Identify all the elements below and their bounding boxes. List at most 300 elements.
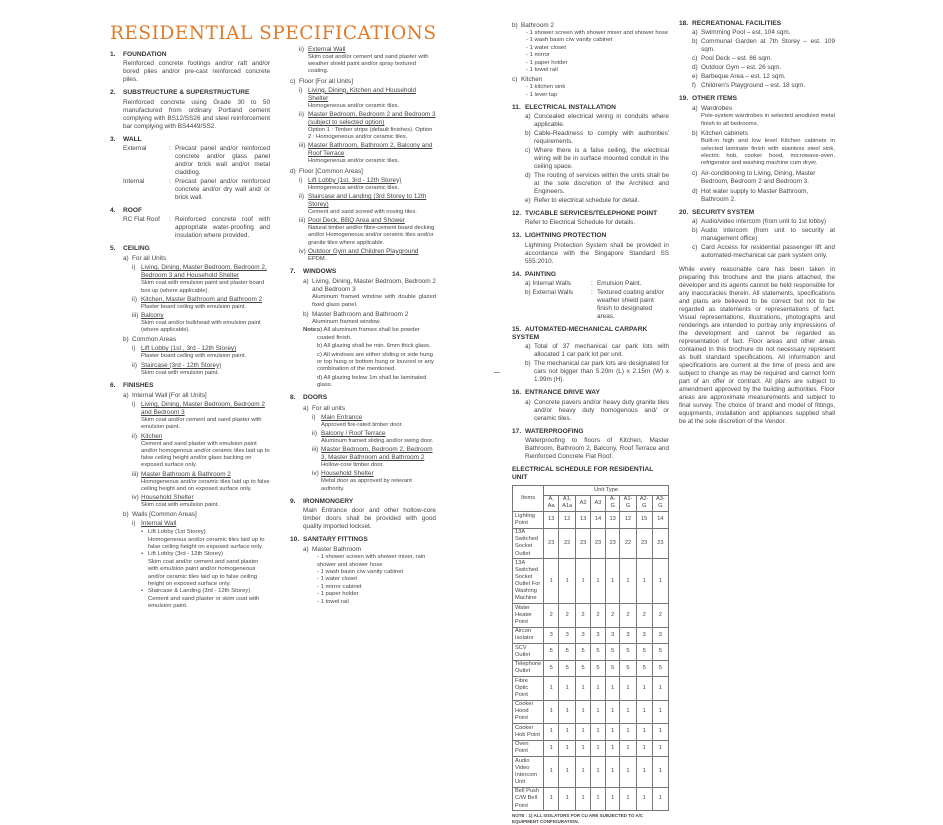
section-body xyxy=(290,405,436,493)
subsection-title: Bathroom 2 xyxy=(521,22,555,29)
item-title: Master Bathroom, Bathroom 2, Balcony and Roof Terrace xyxy=(308,142,433,158)
fitting-item: - 1 paper holder xyxy=(317,591,436,598)
spec-item xyxy=(290,177,436,192)
value-cell: 23 xyxy=(652,528,668,559)
section-heading xyxy=(110,382,270,390)
subsection-heading xyxy=(692,105,835,113)
disclaimer: While every reasonable care has been taken in preparing this brochure and the plans attached, the developer and its agents cannot be held responsible for any inaccuracies therein. All statements, specifications and plans are believed to be correct but not to be regarded as statements or representations of fact. Visual representations, illustrations, photographs and renderings are intended to portray only impressions of the development and cannot be regarded as representation of fact. Floor areas and other areas contained in this brochure do not necessary represent as built standard specifications. All information and specifications are current at the time of press and are subject to change as may be required and cannot form part of an offer or contract. All plans are subject to amendment approved by the building authorities. Floor areas are approximate measurements and subject to final survey. The choice of brand and model of fittings, equipments, installation and appliances supplied shall be at the sole discretion of the Vendor. xyxy=(679,265,835,425)
item-numeral: ii) xyxy=(299,110,304,118)
spec-label: b) External Walls xyxy=(525,288,574,296)
list-item xyxy=(525,130,669,146)
bullet-body xyxy=(148,551,270,588)
item-cell: 13A Switched Socket Outlet xyxy=(513,528,544,559)
item-title: Lift Lobby (1st, 3rd - 12th Storey) xyxy=(308,176,402,184)
section-title: SECURITY SYSTEM xyxy=(692,208,755,216)
value-cell: 23 xyxy=(544,528,559,559)
spec-section xyxy=(512,104,669,205)
spec-item xyxy=(290,46,436,76)
section-heading xyxy=(679,209,835,217)
item-numeral: i) xyxy=(132,345,136,353)
value-cell: 1 xyxy=(559,700,576,724)
item-title: Lift Lobby (1st , 3rd - 12th Storey) xyxy=(141,345,237,353)
spec-section xyxy=(290,536,436,606)
item-cell: Audio Video Intercom Unit xyxy=(513,757,544,788)
section-heading xyxy=(110,89,270,97)
spec-item xyxy=(123,471,270,493)
value-cell: 1 xyxy=(559,724,576,740)
list-text: Outdoor Gym – est. 26 sqm. xyxy=(701,64,782,72)
item-cell: Oven Point xyxy=(513,740,544,756)
value-cell: 1 xyxy=(620,677,636,701)
item-desc: Plaster board ceiling with emulsion paint. xyxy=(141,303,247,310)
subsection-letter: b) xyxy=(303,311,309,319)
subsection xyxy=(692,130,835,168)
section-number: 7. xyxy=(290,268,296,276)
section-body xyxy=(110,145,270,202)
value-cell: 2 xyxy=(605,604,619,628)
value-cell: 23 xyxy=(636,528,652,559)
value-cell: 1 xyxy=(576,787,591,811)
subsection xyxy=(512,22,669,74)
item-desc: Homogeneous and/or ceramic tiles. xyxy=(308,184,400,191)
fitting-item: - 1 towel rail xyxy=(317,599,436,606)
subsection xyxy=(512,76,669,99)
column-3 xyxy=(512,20,669,825)
section-body xyxy=(290,546,436,606)
subsection xyxy=(692,188,835,204)
fitting-item: - 1 wash basin c/w vanity cabinet xyxy=(317,569,436,576)
bullet-item xyxy=(141,529,270,551)
value-cell: 5 xyxy=(544,644,559,660)
value-cell: 22 xyxy=(559,528,576,559)
value-cell: 1 xyxy=(591,740,606,756)
section-title: LIGHTNING PROTECTION xyxy=(525,232,607,240)
item-title: Balcony / Roof Terrace xyxy=(321,429,386,437)
spec-item xyxy=(123,345,270,360)
item-numeral: iv) xyxy=(312,470,319,478)
list-text: Cable-Readiness to comply with authorities' requirements. xyxy=(534,130,669,146)
section-title: IRONMONGERY xyxy=(303,497,354,505)
subsection-heading xyxy=(290,78,436,86)
item-desc: Homogeneous and/or ceramic tiles. xyxy=(308,102,400,109)
value-cell: 1 xyxy=(636,724,652,740)
table-row xyxy=(513,677,669,701)
section-number: 8. xyxy=(290,394,296,402)
item-title: Balcony xyxy=(141,312,164,319)
subsection-heading xyxy=(692,130,835,138)
schedule-table xyxy=(512,485,669,811)
item-numeral: i) xyxy=(299,176,303,184)
note-text: a) All aluminum frames shall be powder coated finish. xyxy=(317,327,420,341)
item-title: Living, Dining, Master Bedroom, Bedroom 2, Bedroom 3 and Household Shelter xyxy=(141,264,267,280)
item-title: Internal Wall xyxy=(141,520,177,528)
subsection-heading xyxy=(123,255,270,263)
subsection-heading xyxy=(303,278,436,294)
subsection-heading xyxy=(303,405,436,413)
fittings-list xyxy=(512,30,669,74)
section-title: SANITARY FITTINGS xyxy=(303,536,368,544)
bullet-title: Staircase & Landing (3rd - 12th Storey) xyxy=(148,588,251,595)
value-cell: 1 xyxy=(620,787,636,811)
section-number: 2. xyxy=(110,89,116,97)
spec-section xyxy=(290,394,436,492)
item-desc: Skim coat and/or cement and sand plaster with emulsion paint. xyxy=(141,417,262,431)
item-heading xyxy=(132,471,270,479)
section-number: 10. xyxy=(290,536,300,544)
section-title: FINISHES xyxy=(123,381,154,389)
item-numeral: ii) xyxy=(299,46,304,53)
item-numeral: i) xyxy=(132,520,136,528)
unit-type: A3-G xyxy=(652,495,668,511)
section-body xyxy=(110,392,270,610)
value-cell: 1 xyxy=(605,724,619,740)
subsection xyxy=(290,168,436,263)
value-cell: 5 xyxy=(576,660,591,676)
spec-item xyxy=(290,193,436,216)
item-desc: Approved fire-rated timber door. xyxy=(321,421,403,428)
item-heading xyxy=(312,470,436,478)
section-body xyxy=(512,242,669,266)
bullet-body xyxy=(148,529,270,551)
note-label xyxy=(303,343,317,350)
list-letter: e) xyxy=(692,73,698,81)
spec-value: Precast panel and/or reinforced concrete and/or dry wall and/ or brick wall. xyxy=(175,177,270,201)
item-cell: Fibre Optic Point xyxy=(513,677,544,701)
bullet-title: Lift Lobby (1st Storey) xyxy=(148,529,206,536)
value-cell: 15 xyxy=(636,512,652,528)
section-title: WINDOWS xyxy=(303,268,337,276)
section-heading xyxy=(512,326,669,342)
section-text: Refer to Electrical Schedule for details. xyxy=(525,219,636,227)
value-cell: 1 xyxy=(620,559,636,604)
value-cell: 1 xyxy=(652,724,668,740)
item-numeral: iii) xyxy=(299,142,306,150)
value-cell: 3 xyxy=(652,627,668,643)
item-desc: Skim coat with emulsion paint and plaster board box up (where applicable). xyxy=(141,280,265,294)
spec-section xyxy=(512,389,669,422)
spec-item xyxy=(303,446,436,469)
value-cell: 5 xyxy=(636,660,652,676)
spec-item xyxy=(123,362,270,377)
value-cell: 1 xyxy=(576,677,591,701)
list-item xyxy=(692,73,835,81)
section-title: AUTOMATED-MECHANICAL CARPARK SYSTEM xyxy=(512,325,648,342)
spec-item xyxy=(123,520,270,610)
item-numeral: i) xyxy=(299,86,303,94)
list-letter: a) xyxy=(692,217,698,225)
page-divider-mark xyxy=(494,372,500,373)
subsection-title: For all Units xyxy=(132,255,167,263)
bullet-item xyxy=(141,551,270,588)
item-cell: Water Heater Point xyxy=(513,604,544,628)
item-title: Pool Deck, BBQ Area and Shower xyxy=(308,217,405,225)
fittings-list xyxy=(512,84,669,99)
value-cell: 5 xyxy=(576,644,591,660)
value-cell: 1 xyxy=(591,700,606,724)
subsection-title: Master Bathroom and Bathroom 2 xyxy=(312,311,409,319)
value-cell: 12 xyxy=(620,512,636,528)
spec-label: RC Flat Roof xyxy=(123,216,160,224)
item-heading xyxy=(132,401,270,417)
note-label xyxy=(303,375,317,390)
value-cell: 3 xyxy=(605,627,619,643)
subsection-letter: d) xyxy=(290,167,296,175)
subsection-letter: b) xyxy=(692,130,698,138)
column-4 xyxy=(679,20,835,426)
item-cell: Telephone Outlet xyxy=(513,660,544,676)
note-text: c) All windows are either sliding or side hung or top hung or bottom hung or louvred or any combination of the mentioned. xyxy=(317,351,434,373)
section-body xyxy=(679,105,835,203)
section-body xyxy=(290,278,436,389)
value-cell: 1 xyxy=(620,740,636,756)
subsection-title: Kitchen xyxy=(521,76,543,84)
fitting-item: - 1 mirror cabinet xyxy=(317,584,436,591)
subsection-letter: a) xyxy=(303,278,309,286)
spec-section xyxy=(512,22,669,99)
list-item xyxy=(692,227,835,243)
section-body xyxy=(110,216,270,240)
subsection xyxy=(303,546,436,606)
value-cell: 1 xyxy=(576,724,591,740)
subsection-title: Floor [For all Units] xyxy=(299,77,353,85)
value-cell: 1 xyxy=(652,559,668,604)
table-row xyxy=(513,512,669,528)
item-numeral: iii) xyxy=(132,470,139,478)
item-title: Living, Dining, Master Bedroom, Bedroom 2 and Bedroom 3 xyxy=(141,401,265,417)
bullet-desc: Cement and sand plaster or skim coat with emulsion paint. xyxy=(148,595,260,610)
section-title: ENTRANCE DRIVE WAY xyxy=(525,389,600,397)
note-label: Note: xyxy=(303,327,319,334)
fitting-item: - 1 lever tap xyxy=(526,92,669,99)
colon: : xyxy=(169,216,171,224)
item-title: Staircase and Landing (3rd Storey to 12th Storey) xyxy=(308,192,427,208)
list-item xyxy=(525,360,669,384)
value-cell: 1 xyxy=(636,787,652,811)
item-numeral: ii) xyxy=(312,429,317,437)
list-letter: c) xyxy=(692,55,698,63)
section-number: 12. xyxy=(512,210,522,218)
section-body xyxy=(679,29,835,90)
section-heading xyxy=(679,95,835,103)
bullet-body xyxy=(148,588,270,610)
note-text: d) All glazing below 1m shall be laminated glass. xyxy=(317,374,427,389)
value-cell: 3 xyxy=(544,627,559,643)
subsection xyxy=(123,392,270,509)
subsection-heading xyxy=(303,311,436,319)
fitting-item: - 1 shower screen with shower mixer, rain shower and shower hose xyxy=(317,554,436,569)
list-text: Audio/video intercom (from unit to 1st lobby) xyxy=(701,217,827,225)
section-number: 14. xyxy=(512,270,522,278)
list-letter: c) xyxy=(692,243,698,251)
spec-section xyxy=(512,326,669,384)
subsection-title: Hot water supply to Master Bathroom, Bathroom 2. xyxy=(701,187,809,203)
value-cell: 1 xyxy=(591,787,606,811)
section-number: 11. xyxy=(512,104,521,111)
value-cell: 1 xyxy=(636,740,652,756)
list-item xyxy=(525,113,669,129)
item-numeral: iii) xyxy=(312,446,319,454)
spec-item xyxy=(290,111,436,141)
unit-type: A, Aa xyxy=(544,495,559,511)
spec-section xyxy=(110,245,270,377)
table-row xyxy=(513,559,669,604)
section-title: CEILING xyxy=(123,245,150,253)
unit-type: A-G xyxy=(605,495,619,511)
item-desc: Skim coat with emulsion paint. xyxy=(141,502,219,509)
subsection-letter: b) xyxy=(123,511,129,519)
section-number: 19. xyxy=(679,95,689,103)
value-cell: 3 xyxy=(620,627,636,643)
value-cell: 1 xyxy=(652,700,668,724)
subsection-letter: c) xyxy=(512,76,518,84)
section-number: 18. xyxy=(679,20,689,27)
list-item xyxy=(692,64,835,72)
subsection xyxy=(123,255,270,334)
fitting-item: - 1 towel rail xyxy=(526,67,669,74)
section-number: 13. xyxy=(512,232,522,240)
item-cell: Bell Push C/W Bell Point xyxy=(513,787,544,811)
fitting-item: - 1 paper holder xyxy=(526,60,669,67)
section-title: WATERPROOFING xyxy=(525,427,584,435)
section-heading xyxy=(679,20,835,28)
spec-row xyxy=(123,145,270,177)
value-cell: 1 xyxy=(591,677,606,701)
value-cell: 2 xyxy=(652,604,668,628)
list-text: Concrete pavers and/or heavy duty granite tiles and/or heavy duty homogenous and/ or ceramic tiles. xyxy=(534,398,669,422)
spec-item xyxy=(290,248,436,263)
subsection-letter: b) xyxy=(512,22,518,29)
spec-item xyxy=(123,312,270,334)
section-heading xyxy=(290,536,436,544)
section-text: Reinforced concrete footings and/or raft and/or bored piles and/or pre-cast reinforced concrete piles. xyxy=(123,60,270,84)
subsection-title: Walls [Common Areas] xyxy=(132,511,197,519)
section-body xyxy=(290,46,436,263)
table-row xyxy=(513,604,669,628)
unit-type: A1-G xyxy=(620,495,636,511)
value-cell: 1 xyxy=(605,700,619,724)
value-cell: 5 xyxy=(605,660,619,676)
item-desc: Hollow-core timber door. xyxy=(321,462,384,469)
subsection-desc: Built-in high and low level Kitchen cabinets in selected laminate finish with stainless steel sink, electric hob, cooker hood, microwave-oven, refrigerator and washing machine cum dryer. xyxy=(701,138,835,167)
value-cell: 1 xyxy=(605,677,619,701)
item-heading xyxy=(132,433,270,441)
item-title: Staircase (3rd - 12th Storey) xyxy=(141,361,222,369)
spec-section xyxy=(679,20,835,90)
value-cell: 5 xyxy=(652,660,668,676)
spec-item xyxy=(123,494,270,509)
item-cell: SCV Outlet xyxy=(513,644,544,660)
subsection xyxy=(290,78,436,166)
item-heading xyxy=(299,248,436,256)
fittings-list xyxy=(303,554,436,606)
item-title: Household Shelter xyxy=(321,470,374,478)
list-item xyxy=(525,343,669,359)
table-row xyxy=(513,627,669,643)
item-heading xyxy=(299,217,436,225)
bullet-title: Lift Lobby (3rd - 12th Storey) xyxy=(148,551,223,558)
subsection-title: For all units xyxy=(312,404,346,412)
subsection-heading xyxy=(512,22,669,30)
subsection-title: Common Areas xyxy=(132,336,177,344)
value-cell: 1 xyxy=(605,787,619,811)
section-title: ELECTRICAL INSTALLATION xyxy=(525,104,616,111)
colon: : xyxy=(591,288,593,296)
item-heading xyxy=(132,520,270,528)
section-title: RECREATIONAL FACILITIES xyxy=(692,20,782,27)
list-letter: f) xyxy=(692,82,696,90)
value-cell: 1 xyxy=(605,757,619,788)
spec-value: Precast panel and/or reinforced concrete and/or glass panel and/or brick wall and/or metal cladding. xyxy=(175,144,270,176)
value-cell: 1 xyxy=(559,787,576,811)
item-numeral: ii) xyxy=(132,361,137,369)
item-cell: Cooker Hood Point xyxy=(513,700,544,724)
section-heading xyxy=(290,394,436,402)
value-cell: 1 xyxy=(591,559,606,604)
value-cell: 1 xyxy=(559,677,576,701)
value-cell: 5 xyxy=(636,644,652,660)
list-text: Where there is a false ceiling, the electrical wiring will be in surface mounted conduit in the ceiling space. xyxy=(534,147,669,171)
section-heading xyxy=(512,210,669,218)
value-cell: 14 xyxy=(652,512,668,528)
item-title: Main Entrance xyxy=(321,413,363,421)
item-desc: Skim coat and/or bulkhead with emulsion paint (where applicable). xyxy=(141,320,261,334)
item-heading xyxy=(299,142,436,158)
section-body xyxy=(512,399,669,423)
value-cell: 1 xyxy=(636,700,652,724)
item-heading xyxy=(312,414,436,422)
subsection-desc: Pole-system wardrobes in selected anodized metal finish to all bedrooms. xyxy=(701,113,835,127)
item-heading xyxy=(132,494,270,502)
item-heading xyxy=(132,312,270,320)
item-cell: 13A Switched Socket Outlet For Washing Machine xyxy=(513,559,544,604)
subsection xyxy=(692,105,835,128)
table-row xyxy=(513,757,669,788)
value-cell: 2 xyxy=(591,604,606,628)
unit-type: A1, A1a xyxy=(559,495,576,511)
colon: : xyxy=(591,279,593,287)
value-cell: 13 xyxy=(605,512,619,528)
subsection-letter: a) xyxy=(692,105,698,113)
section-number: 17. xyxy=(512,427,522,435)
list-letter: d) xyxy=(525,172,531,180)
value-cell: 5 xyxy=(591,644,606,660)
item-title: Kitchen, Master Bathroom and Bathroom 2 xyxy=(141,295,263,303)
section-heading xyxy=(512,104,669,112)
item-heading xyxy=(299,46,436,54)
section-body xyxy=(512,219,669,227)
column-1-sections xyxy=(110,51,270,610)
items-header: Items xyxy=(513,486,544,512)
section-title: OTHER ITEMS xyxy=(692,95,738,103)
subsection-letter: a) xyxy=(303,546,309,554)
subsection xyxy=(303,405,436,493)
value-cell: 5 xyxy=(620,644,636,660)
value-cell: 2 xyxy=(544,604,559,628)
section-body xyxy=(512,113,669,205)
section-title: FOUNDATION xyxy=(123,51,167,59)
subsection-desc: Aluminum framed window with double glazed fixed glass panel. xyxy=(312,294,436,308)
spec-section xyxy=(110,207,270,240)
section-body xyxy=(512,22,669,99)
spec-value: Emulsion Paint. xyxy=(597,279,642,287)
table-row xyxy=(513,787,669,811)
spec-section xyxy=(290,46,436,263)
item-numeral: i) xyxy=(132,264,136,272)
value-cell: 23 xyxy=(605,528,619,559)
list-item xyxy=(692,82,835,90)
section-title: ROOF xyxy=(123,206,143,214)
item-desc: Homogeneous and/or ceramic tiles. xyxy=(308,158,400,165)
